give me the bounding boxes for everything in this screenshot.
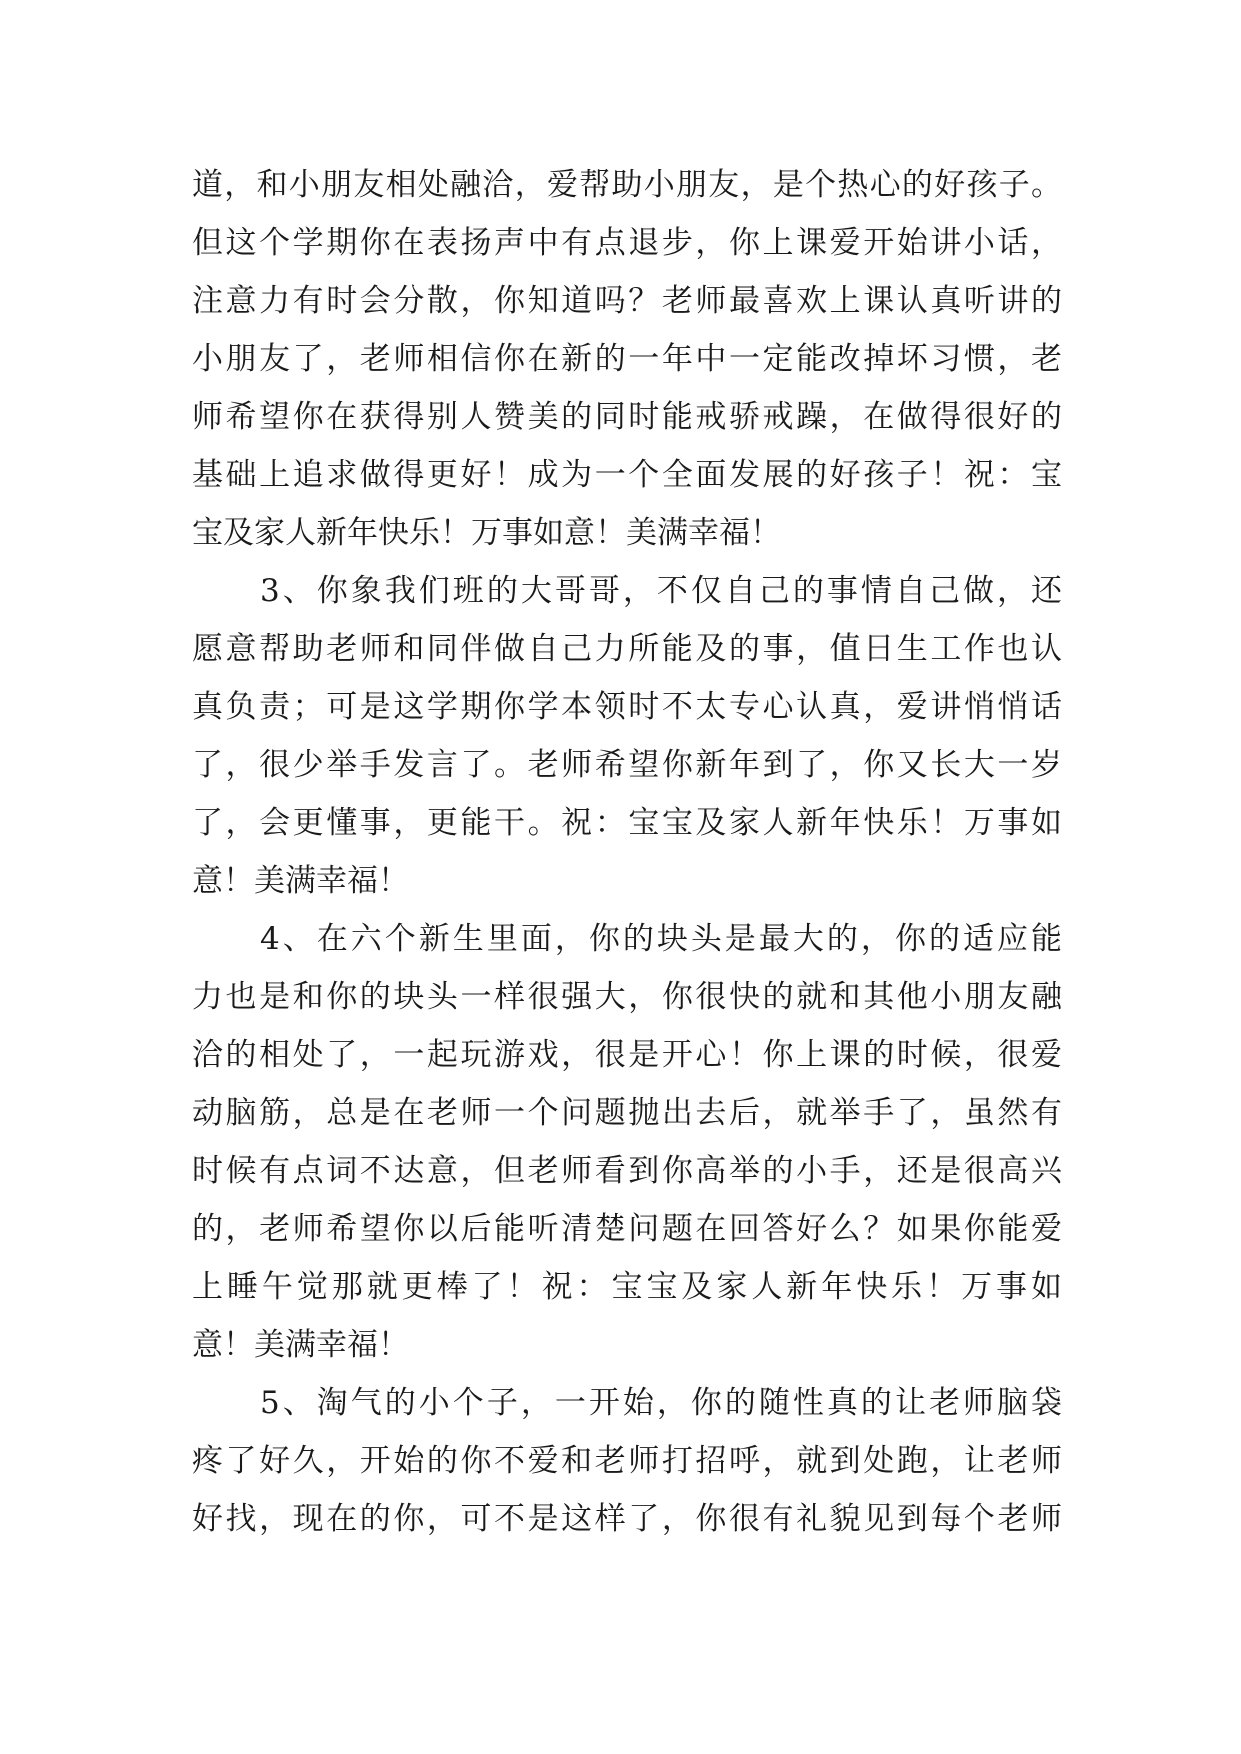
text-line: 时候有点词不达意，但老师看到你高举的小手，还是很高兴 [192, 1153, 1062, 1189]
text-line: 注意力有时会分散，你知道吗？老师最喜欢上课认真听讲的 [192, 283, 1062, 319]
text-line: 上睡午觉那就更棒了！祝：宝宝及家人新年快乐！万事如 [192, 1269, 1062, 1305]
text-line: 3、你象我们班的大哥哥，不仅自己的事情自己做，还 [192, 573, 1062, 609]
text-line: 小朋友了，老师相信你在新的一年中一定能改掉坏习惯，老 [192, 341, 1062, 377]
text-line: 了，很少举手发言了。老师希望你新年到了，你又长大一岁 [192, 747, 1062, 783]
text-line: 好找，现在的你，可不是这样了，你很有礼貌见到每个老师 [192, 1501, 1062, 1537]
text-line: 的，老师希望你以后能听清楚问题在回答好么？如果你能爱 [192, 1211, 1062, 1247]
text-line: 师希望你在获得别人赞美的同时能戒骄戒躁，在做得很好的 [192, 399, 1062, 435]
text-line: 疼了好久，开始的你不爱和老师打招呼，就到处跑，让老师 [192, 1443, 1062, 1479]
text-line: 意！美满幸福！ [192, 863, 409, 899]
paragraph-item-3 [192, 562, 1062, 910]
text-line: 宝及家人新年快乐！万事如意！美满幸福！ [192, 515, 781, 551]
text-line: 基础上追求做得更好！成为一个全面发展的好孩子！祝：宝 [192, 457, 1062, 493]
text-line: 意！美满幸福！ [192, 1327, 409, 1363]
paragraph-item-4 [192, 910, 1062, 1374]
text-line: 动脑筋，总是在老师一个问题抛出去后，就举手了，虽然有 [192, 1095, 1062, 1131]
text-line: 道，和小朋友相处融洽，爱帮助小朋友，是个热心的好孩子。 [192, 167, 1062, 203]
paragraph-item-5 [192, 1374, 1062, 1548]
text-line: 4、在六个新生里面，你的块头是最大的，你的适应能 [192, 921, 1062, 957]
text-line: 力也是和你的块头一样很强大，你很快的就和其他小朋友融 [192, 979, 1062, 1015]
text-line: 洽的相处了，一起玩游戏，很是开心！你上课的时候，很爱 [192, 1037, 1062, 1073]
text-line: 5、淘气的小个子，一开始，你的随性真的让老师脑袋 [192, 1385, 1062, 1421]
body-text [192, 156, 1062, 1548]
paragraph-continued [192, 156, 1062, 562]
text-line: 了，会更懂事，更能干。祝：宝宝及家人新年快乐！万事如 [192, 805, 1062, 841]
text-line: 真负责；可是这学期你学本领时不太专心认真，爱讲悄悄话 [192, 689, 1062, 725]
text-line: 愿意帮助老师和同伴做自己力所能及的事，值日生工作也认 [192, 631, 1062, 667]
text-line: 但这个学期你在表扬声中有点退步，你上课爱开始讲小话， [192, 225, 1062, 261]
